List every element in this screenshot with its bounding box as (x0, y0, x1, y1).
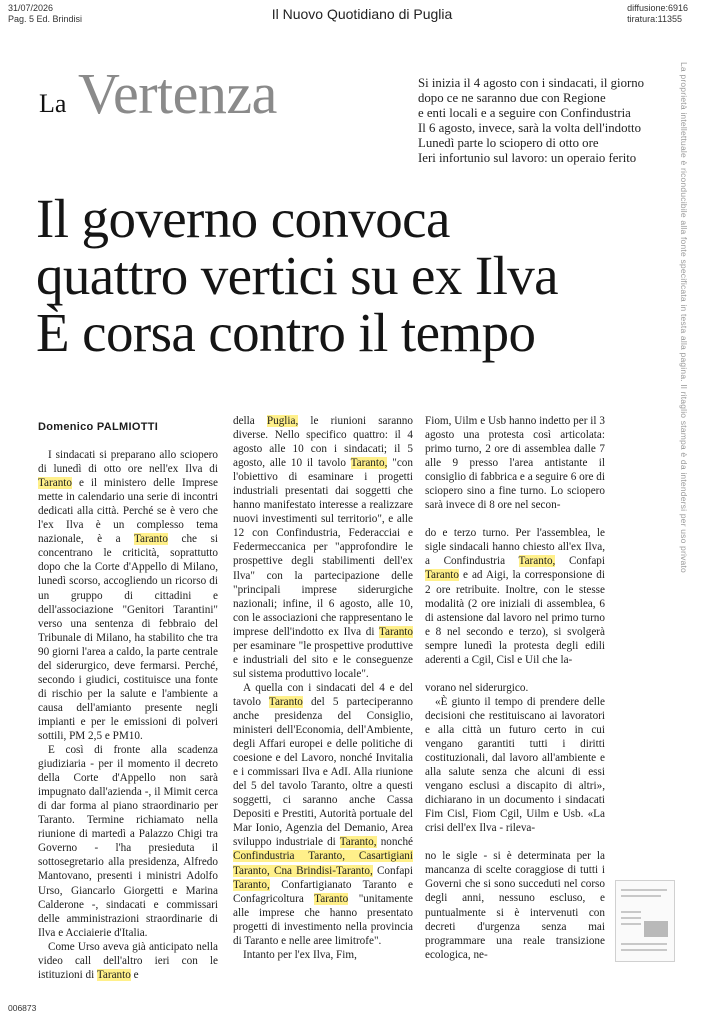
paragraph: Intanto per l'ex Ilva, Fim, (243, 948, 357, 961)
paragraph: E così di fronte alla scadenza giudiziaria - per il momento il decreto della Corte d'Appello non sarà impugnato dall'azienda -, il Mimit cerca di dar forma al piano straordinario per Taranto. Termine richiamato nella riunione di martedì a Palazzo Chigi tra Governo - l'ha presieduta il sottosegretario alla presidenza, Alfredo Mantovano, presenti i ministri Adolfo Urso, Giancarlo Giorgetti e Marina Calderone -, sindacati e commissari delle amministrazioni straordinarie di Ilva e Acciaierie d'Italia. (38, 744, 218, 939)
column-gap (425, 667, 605, 681)
paragraph: «È giunto il tempo di prendere delle decisioni che restituiscano ai lavoratori e alla città un futuro certo in cui vengano garantiti tutti i diritti costituzionali, dal lavoro all'ambiente e alla salute senza che alcuni di essi vengano esclusi a discapito di altri», dichiarano in un documento i sindacati Fim Cisl, Fiom Cgil, Uilm e Usb. «La crisi dell'ex Ilva - rileva- (425, 695, 605, 835)
copyright-side-note (676, 62, 698, 954)
highlight-taranto: Taranto, (339, 836, 377, 849)
highlight-taranto: Taranto (96, 968, 131, 981)
article-column-2 (233, 414, 413, 962)
headline-line: Il governo convoca (36, 188, 450, 249)
article-headline (36, 190, 676, 361)
highlight-puglia: Puglia, (266, 415, 299, 427)
clipping-page-edition: Pag. 5 Ed. Brindisi (8, 14, 83, 24)
highlight-taranto: Taranto (314, 892, 349, 905)
clipping-code: 006873 (8, 1003, 37, 1013)
clipping-diffusione: diffusione:6916 (627, 3, 688, 13)
highlight-organizations: Confindustria Taranto, Casartigiani Taranto, Cna Brindisi-Taranto, (233, 850, 413, 877)
paragraph: Fiom, Uilm e Usb hanno indetto per il 3 agosto una protesta così articolata: primo turno, 2 ore di assemblea dalle 7 alle 9 presso l'area antistante il consiglio di fabbrica e a seguire 6 ore di sciopero sino a fine turno. Lo sciopero sarà invece di 8 ore nel secon- (425, 415, 605, 512)
deck-line: Il 6 agosto, invece, sarà la volta dell'indotto (418, 121, 641, 135)
clipping-tiratura: tiratura:11355 (627, 14, 682, 24)
clipping-date: 31/07/2026 (8, 3, 54, 13)
highlight-taranto: Taranto (425, 569, 460, 582)
deck-line: Si inizia il 4 agosto con i sindacati, il giorno (418, 76, 645, 90)
headline-line: È corsa contro il tempo (36, 302, 536, 363)
deck-line: Ieri infortunio sul lavoro: un operaio ferito (418, 151, 637, 165)
column-gap (425, 835, 605, 849)
headline-line: quattro vertici su ex Ilva (36, 245, 558, 306)
newspaper-name: Il Nuovo Quotidiano di Puglia (271, 6, 453, 22)
highlight-taranto: Taranto (378, 625, 413, 638)
section-prefix: La (39, 89, 67, 118)
clipping-meta-right (627, 3, 688, 25)
deck-line: Lunedì parte lo sciopero di otto ore (418, 136, 599, 150)
article-deck (418, 76, 678, 166)
paragraph: Come Urso aveva già anticipato nella video call dell'altro ieri con le istituzioni di Taranto e (38, 940, 218, 981)
article-column-1 (38, 420, 218, 982)
copyright-text: La proprietà intellettuale è riconducibile alla fonte specificata in testa alla pagina. Il ritaglio stampa è da intendersi per uso privato (679, 62, 689, 573)
section-title: Vertenza (78, 61, 277, 126)
deck-line: e enti locali e a seguire con Confindustria (418, 106, 631, 120)
paragraph: della Puglia, le riunioni saranno diverse. Nello specifico quattro: il 4 agosto alle 10 con i sindacati; il 5 agosto, alle 10 il tavolo Taranto, "con l'obiettivo di esaminare i progetti industriali presentati dai soggetti che hanno manifestato interesse a realizzare nuovi investimenti sul territorio", e alle 12 con Confindustria, Federacciai e Federmeccanica per "approfondire le prospettive degli stabilimenti dell'ex Ilva" con la partecipazione delle "principali imprese siderurgiche nazionali; infine, il 6 agosto, alle 10, con le associazioni che rappresentano le imprese dell'indotto ex Ilva di Taranto per esaminare "le prospettive produttive e industriali del sito e le conseguenze sul sistema produttivo locale". (233, 415, 413, 680)
thumbnail-image (644, 921, 668, 937)
paragraph: A quella con i sindacati del 4 e del tavolo Taranto del 5 parteciperanno anche presidenza del Consiglio, ministeri dell'Economia, dell'Ambiente, degli Affari europei e delle politiche di coesione e del Lavoro, nonché Invitalia e i commissari Ilva e AdI. Alla riunione del 5 del tavolo Taranto, oltre a questi soggetti, ci saranno anche Cassa Depositi e Prestiti, Autorità portuale del Mar Ionio, Agenzia del Demanio, Area sviluppo industriale di Taranto, nonché Confindustria Taranto, Casartigiani Taranto, Cna Brindisi-Taranto, Confapi Taranto, Confartigianato Taranto e Confagricoltura Taranto "unitamente alle imprese che hanno presentato progetti di investimento nella provincia di Taranto e nelle aree limitrofe". (233, 681, 414, 947)
highlight-taranto: Taranto, (350, 457, 388, 470)
page-thumbnail (615, 880, 675, 962)
highlight-taranto: Taranto, (233, 878, 270, 891)
highlight-taranto: Taranto (38, 477, 73, 490)
paragraph: vorano nel siderurgico. (425, 681, 529, 694)
deck-line: dopo ce ne saranno due con Regione (418, 91, 606, 105)
highlight-taranto: Taranto, (518, 555, 556, 568)
paragraph: I sindacati si preparano allo sciopero di lunedì di otto ore nell'ex Ilva di Taranto e il ministero delle Imprese mette in calendario una serie di incontri dedicati alla città. Perché se è vero che l'ex Ilva è un complesso tema nazionale, è a Taranto che si concentrano le criticità, soprattutto dopo che la Corte d'Appello di Milano, lunedì scorso, accogliendo un ricorso di un gruppo di cittadini e dell'associazione "Genitori Tarantini" verso una sentenza di febbraio del Tribunale di Milano, ha stabilito che tra 90 giorni l'area a caldo, la parte centrale del siderurgico, deve fermarsi. Perché, secondo i giudici, costituisce una fonte di rischio per la salute e l'ambiente a causa dell'amianto presente negli impianti e per le emissioni di polveri sottili, PM 2,5 e PM10. (38, 449, 218, 742)
paragraph: do e terzo turno. Per l'assemblea, le sigle sindacali hanno chiesto all'ex Ilva, a Confindustria Taranto, Confapi Taranto e ad Aigi, la corresponsione di 2 ore retribuite. Inoltre, con le stesse modalità (2 ore iniziali di assemblea, 6 di astensione dal lavoro nel primo turno e 8 nel secondo e terzo), si svolgerà sempre lunedì la protesta degli edili aderenti a Cgil, Cisl e Uil che la- (425, 527, 606, 666)
byline: Domenico PALMIOTTI (38, 421, 159, 433)
article-column-3 (425, 414, 605, 962)
highlight-taranto: Taranto (133, 533, 168, 546)
column-gap (425, 512, 605, 526)
highlight-taranto: Taranto (268, 695, 303, 708)
paragraph: no le sigle - si è determinata per la mancanza di scelte coraggiose di tutti i Governi che si sono succeduti nel corso degli anni, nessuno escluso, e puntualmente si è intervenuti con decreti d'urgenza senza mai programmare una reale transizione ecologica, ne- (425, 850, 605, 961)
